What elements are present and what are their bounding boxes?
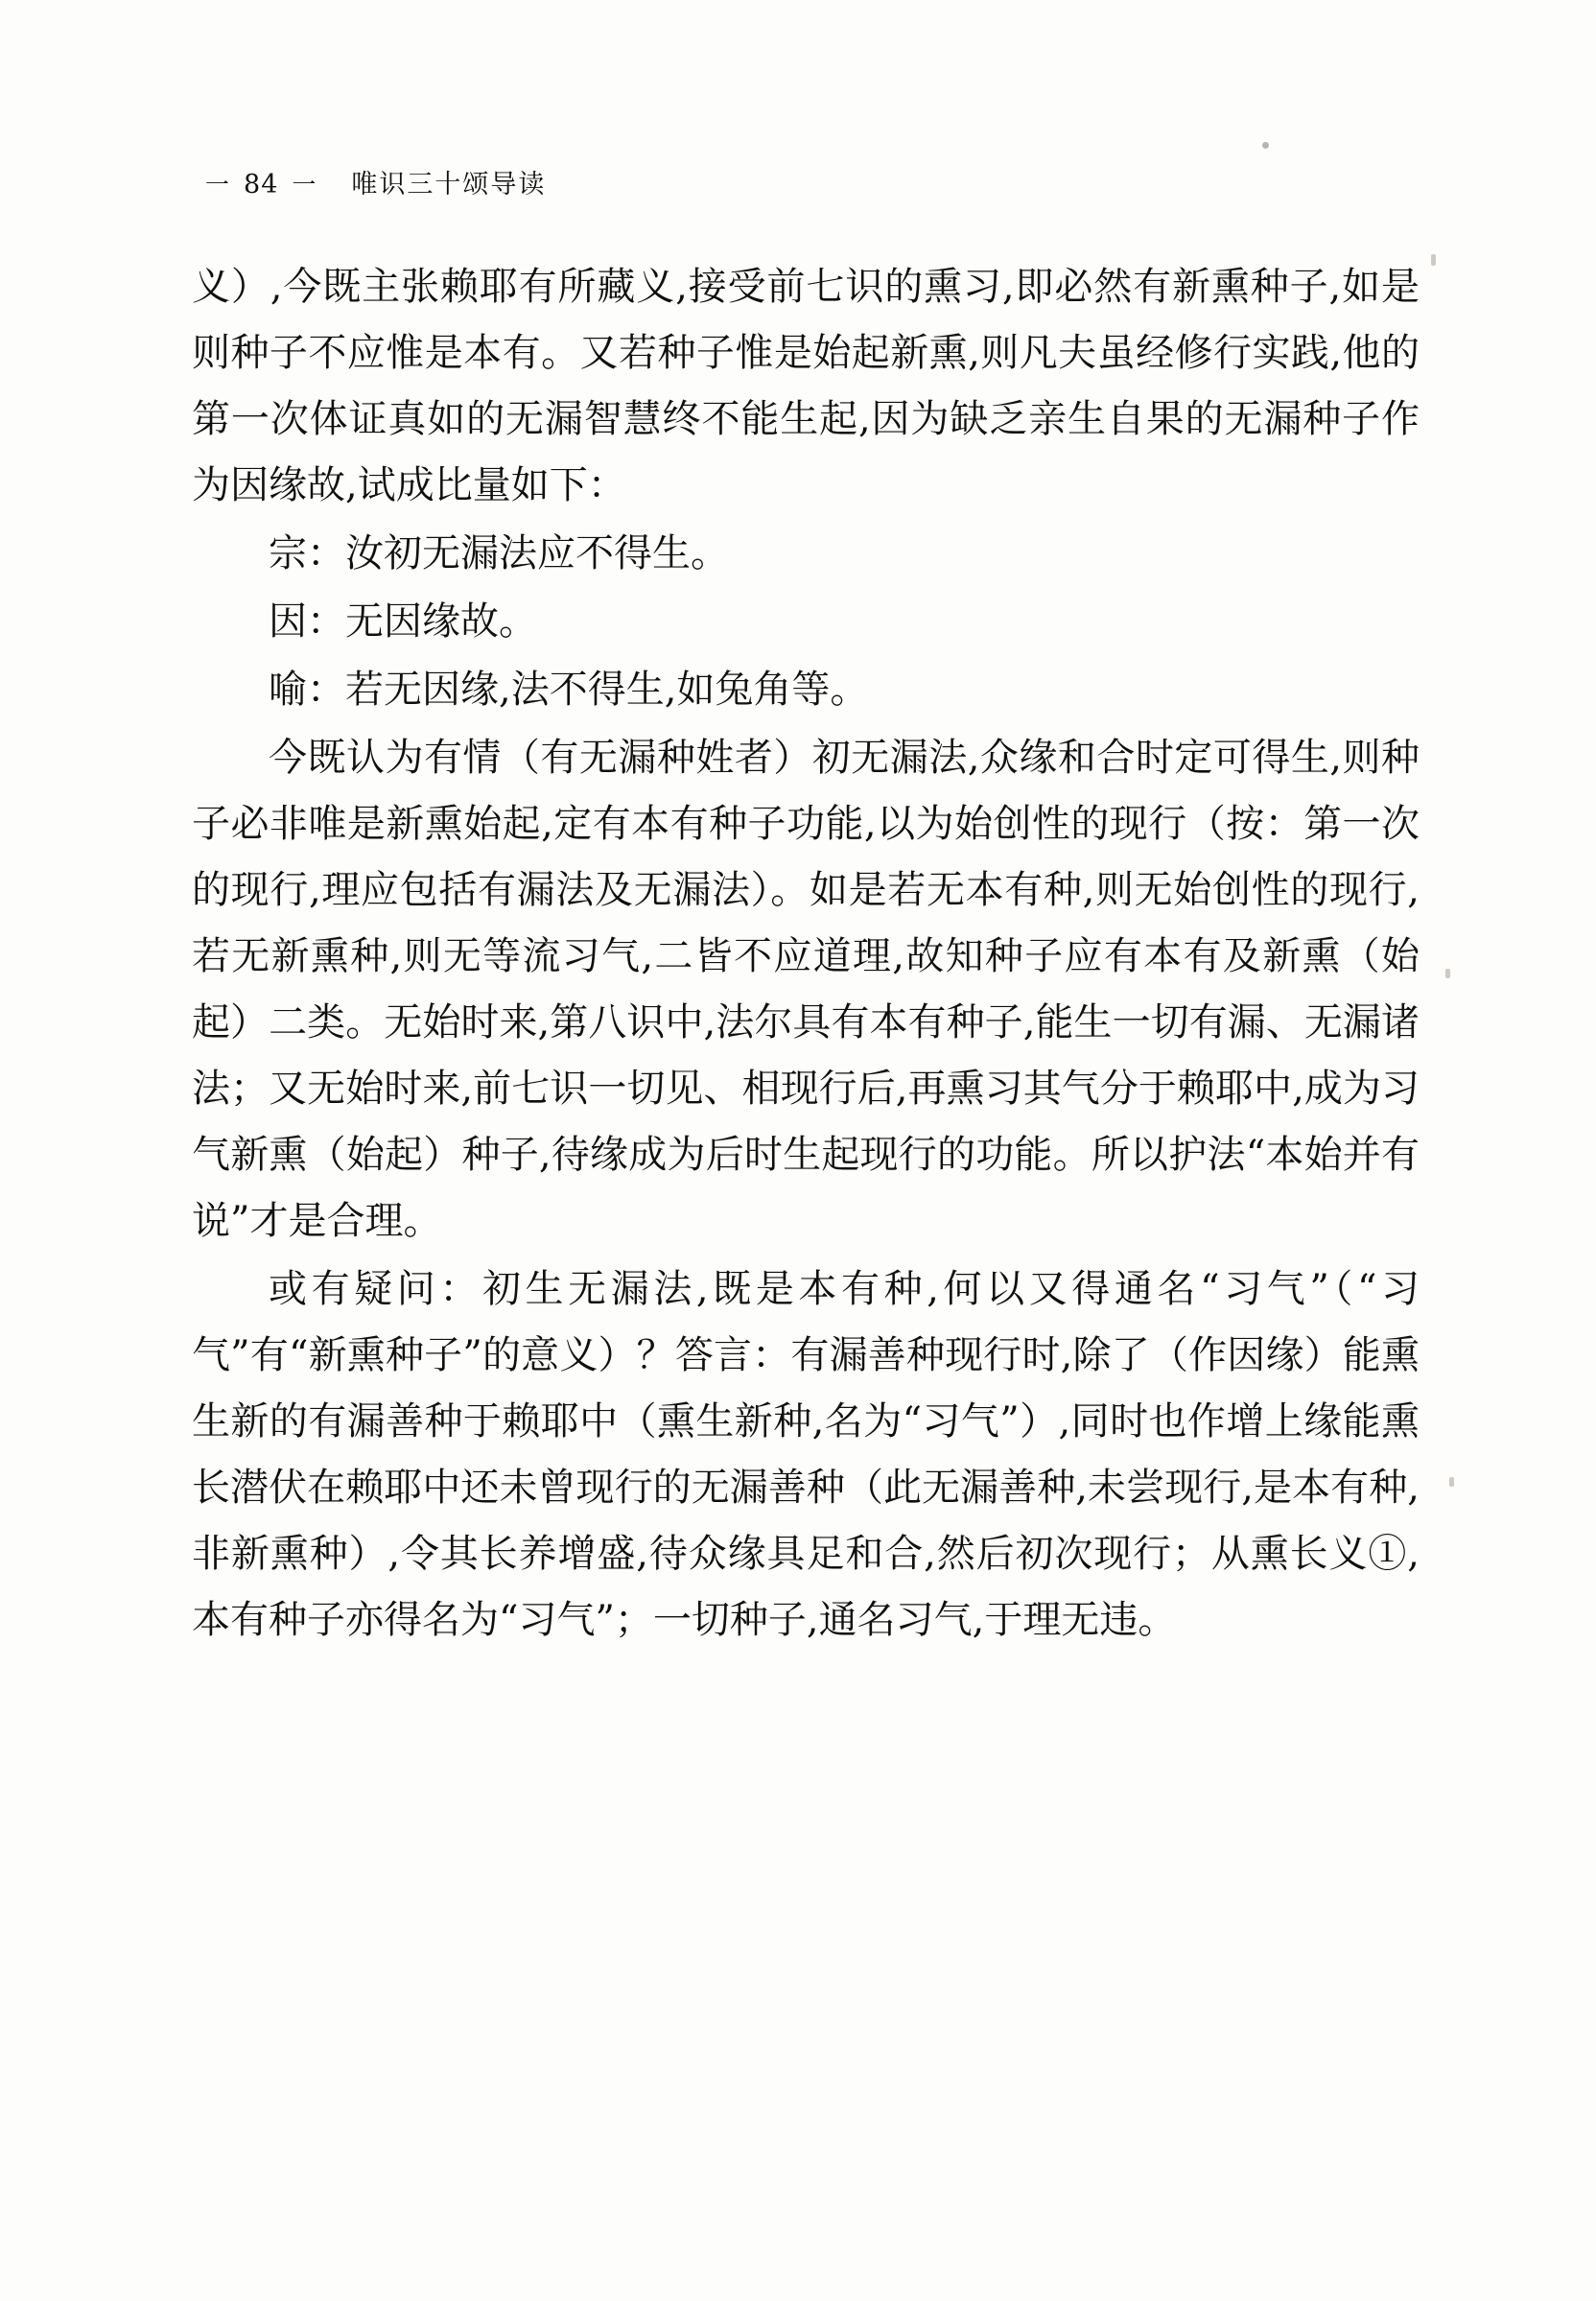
page-number: 84 — [244, 170, 279, 200]
page-content — [192, 163, 1420, 1655]
scan-artifact-mark — [1431, 254, 1436, 266]
paragraph-body: 义）,今既主张赖耶有所藏义,接受前七识的熏习,即必然有新熏种子,如是则种子不应惟是本有。又若种子惟是始起新熏,则凡夫虽经修行实践,他的第一次体证真如的无漏智慧终不能生起,因为缺乏亲生自果的无漏种子作为因缘故,试成比量如下： — [192, 265, 1420, 507]
syllogism-example: 喻：若无因缘,法不得生,如兔角等。 — [269, 668, 869, 712]
running-head-right-dash: 一 — [292, 171, 317, 199]
scan-artifact-mark — [1449, 1477, 1454, 1487]
running-head-left-dash: 一 — [205, 171, 231, 199]
paragraph-body: 或有疑问：初生无漏法,既是本有种,何以又得通名“习气”（“习气”有“新熏种子”的意义）？答言：有漏善种现行时,除了（作因缘）能熏生新的有漏善种于赖耶中（熏生新种,名为“习气”）,同时也作增上缘能熏长潜伏在赖耶中还未曾现行的无漏善种（此无漏善种,未尝现行,是本有种,非新熏种）,令其长养增盛,待众缘具足和合,然后初次现行；从熏长义①,本有种子亦得名为“习气”；一切种子,通名习气,于理无违。 — [192, 1267, 1420, 1642]
syllogism-reason: 因：无因缘故。 — [269, 599, 537, 644]
scan-artifact-dot — [1262, 142, 1269, 149]
syllogism-thesis: 宗：汝初无漏法应不得生。 — [269, 531, 729, 575]
paragraph-body: 今既认为有情（有无漏种姓者）初无漏法,众缘和合时定可得生,则种子必非唯是新熏始起,定有本有种子功能,以为始创性的现行（按：第一次的现行,理应包括有漏法及无漏法）。如是若无本有种,则无始创性的现行,若无新熏种,则无等流习气,二皆不应道理,故知种子应有本有及新熏（始起）二类。无始时来,第八识中,法尔具有本有种子,能生一切有漏、无漏诸法；又无始时来,前七识一切见、相现行后,再熏习其气分于赖耶中,成为习气新熏（始起）种子,待缘成为后时生起现行的功能。所以护法“本始并有说”才是合理。 — [192, 736, 1420, 1243]
running-head — [192, 163, 1420, 200]
scan-artifact-mark — [1445, 969, 1450, 978]
book-title: 唯识三十颂导读 — [351, 170, 547, 200]
